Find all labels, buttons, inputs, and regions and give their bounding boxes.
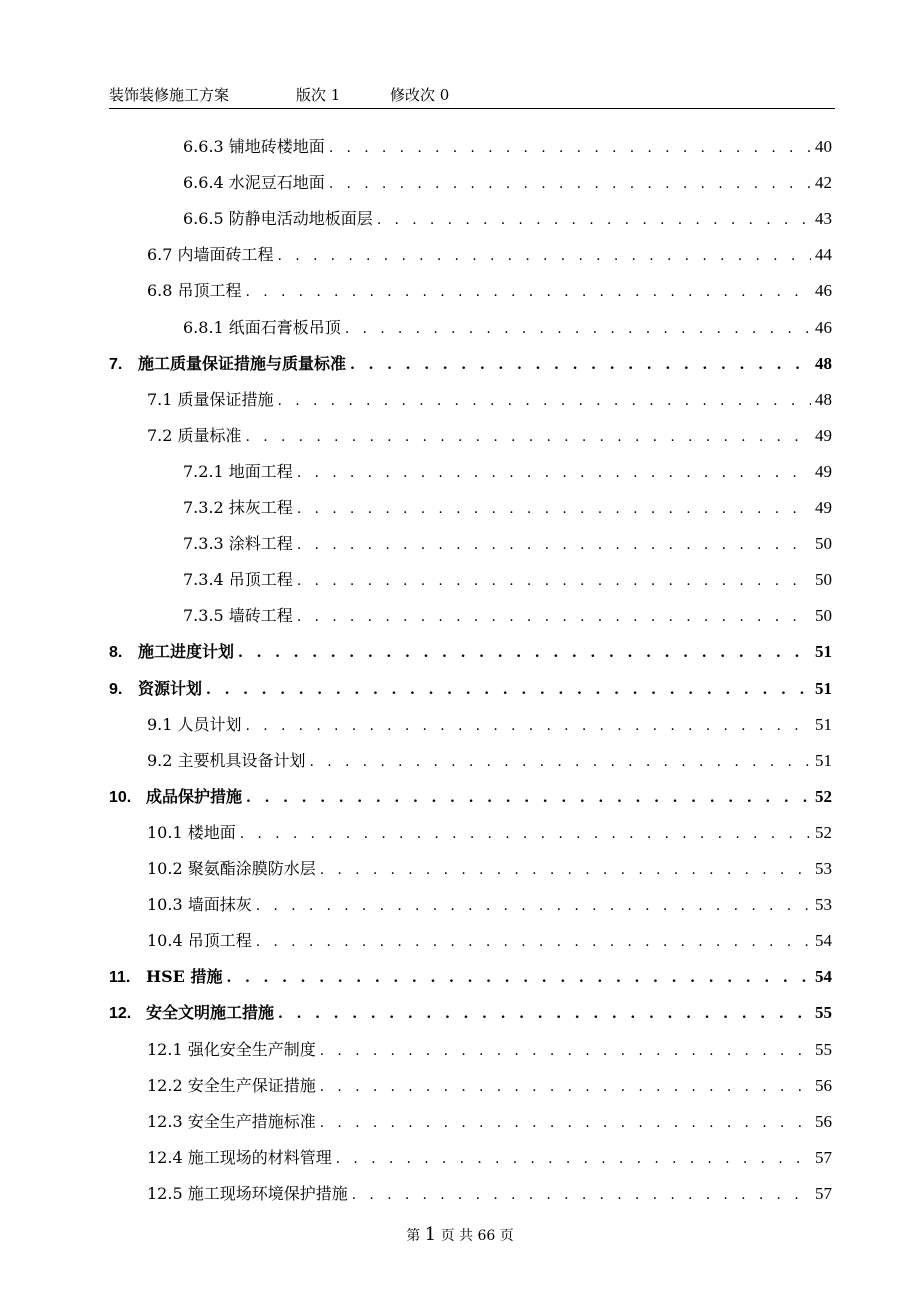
toc-entry-title [109,634,238,671]
toc-entry-label: 7.1 质量保证措施 [147,389,274,409]
toc-dot-leader [329,130,811,166]
toc-entry-page: 49 [815,425,832,445]
footer-suffix: 页 [499,1228,514,1244]
toc-entry-page: 48 [815,353,832,373]
toc-entry-number: 7. [109,355,123,373]
toc-entry-page: 54 [815,967,832,987]
toc-entry-label: 6.8 吊顶工程 [147,281,242,301]
page-footer [0,1224,920,1245]
toc-entry-label: 6.6.4 水泥豆石地面 [183,173,325,193]
toc-entry-title [147,273,246,309]
toc-dot-leader [320,1069,811,1105]
toc-dot-leader [297,491,811,527]
toc-entry[interactable] [109,346,832,382]
toc-dot-leader [310,744,811,780]
toc-entry[interactable] [147,1104,832,1140]
toc-entry-title [109,959,226,996]
toc-entry-title [183,201,377,237]
toc-entry-number: 8. [109,644,123,662]
toc-dot-leader [246,780,811,816]
toc-entry[interactable] [147,418,832,454]
toc-entry-label: 6.6.3 铺地砖楼地面 [183,137,325,156]
toc-entry-title [147,1068,320,1104]
toc-dot-leader [240,816,811,852]
toc-dot-leader [278,238,811,274]
toc-dot-leader [246,274,811,310]
toc-dot-leader [297,455,811,491]
toc-entry-label: 资源计划 [138,678,203,698]
toc-entry-title [147,887,256,923]
page-header [109,82,835,109]
toc-entry-label: 12.5 施工现场环境保护措施 [147,1183,348,1203]
toc-entry[interactable] [147,887,832,923]
toc-entry-title [109,346,350,383]
toc-entry-page: 46 [815,317,832,337]
toc-entry-label: 安全文明施工措施 [146,1003,275,1023]
total-pages: 66 [477,1228,496,1244]
toc-entry-label: 12.1 强化安全生产制度 [147,1039,316,1059]
toc-entry-page: 51 [815,714,832,734]
toc-dot-leader [377,202,811,238]
toc-entry-title [147,1104,320,1140]
toc-entry-title [147,382,278,418]
toc-entry-label: 成品保护措施 [146,786,243,806]
toc-entry[interactable] [109,995,832,1031]
toc-dot-leader [278,996,811,1032]
toc-entry-label: 施工进度计划 [138,642,235,662]
toc-entry-title [183,310,345,346]
toc-entry[interactable] [183,526,832,562]
toc-entry-page: 43 [815,209,832,229]
toc-entry-title [183,562,297,598]
toc-entry-title [183,490,297,526]
toc-entry-page: 50 [815,570,832,590]
toc-entry-page: 51 [815,642,832,662]
footer-middle: 页 共 [440,1228,474,1244]
toc-entry-page: 57 [815,1147,832,1167]
toc-entry-label: 6.8.1 纸面石膏板吊顶 [183,317,341,337]
toc-entry[interactable] [183,201,832,237]
toc-entry-title [109,671,206,708]
toc-entry-title [183,165,329,201]
toc-entry[interactable] [183,562,832,598]
toc-dot-leader [206,672,811,708]
version-label: 版次 1 [296,86,341,104]
toc-entry-title [147,743,310,779]
toc-entry-page: 51 [815,678,832,698]
toc-dot-leader [238,635,811,671]
toc-entry-title [109,779,246,816]
toc-entry-page: 57 [815,1183,832,1203]
toc-dot-leader [297,563,811,599]
toc-entry-page: 53 [815,895,832,915]
toc-entry[interactable] [147,815,832,851]
toc-entry-title [109,995,278,1032]
toc-entry[interactable] [147,1068,832,1104]
toc-entry-title [147,1140,336,1176]
toc-entry-page: 48 [815,389,832,409]
toc-entry[interactable] [183,310,832,346]
toc-entry-label: 7.2 质量标准 [147,425,242,445]
toc-entry[interactable] [147,851,832,887]
toc-entry-title [183,454,297,490]
toc-dot-leader [350,347,811,383]
toc-entry-page: 51 [815,750,832,770]
toc-dot-leader [246,708,811,744]
toc-entry-label: 7.3.5 墙砖工程 [183,606,293,626]
toc-entry[interactable] [183,165,832,201]
toc-entry-label: 6.6.5 防静电活动地板面层 [183,209,373,229]
toc-entry[interactable] [183,129,832,165]
toc-entry[interactable] [183,490,832,526]
toc-entry-page: 54 [815,931,832,951]
toc-entry-title [147,1176,352,1212]
toc-entry-title [147,923,256,959]
toc-entry-label: 10.3 墙面抹灰 [147,895,252,915]
toc-entry[interactable] [147,743,832,779]
toc-entry-page: 40 [815,137,832,156]
toc-entry-number: 12. [109,1005,132,1023]
toc-entry-label: HSE 措施 [146,967,223,987]
toc-entry-page: 49 [815,498,832,517]
toc-dot-leader [320,1105,811,1141]
toc-entry-page: 53 [815,859,832,878]
toc-entry-page: 56 [815,1075,832,1095]
toc-entry[interactable] [147,382,832,418]
toc-dot-leader [352,1177,811,1213]
toc-entry[interactable] [147,923,832,959]
toc-entry-label: 10.1 楼地面 [147,822,236,842]
toc-entry-label: 7.3.3 涂料工程 [183,534,293,554]
toc-entry-label: 10.4 吊顶工程 [147,931,252,951]
toc-entry-title [183,598,297,634]
toc-entry[interactable] [109,634,832,670]
document-title: 装饰装修施工方案 [109,86,230,104]
toc-entry-page: 55 [815,1039,832,1059]
toc-entry-label: 7.3.2 抹灰工程 [183,498,293,517]
toc-entry-number: 9. [109,680,123,698]
toc-entry-title [147,1032,320,1068]
toc-entry-label: 12.4 施工现场的材料管理 [147,1147,332,1167]
toc-entry[interactable] [183,454,832,490]
toc-dot-leader [329,166,811,202]
toc-entry-label: 12.3 安全生产措施标准 [147,1111,316,1131]
footer-prefix: 第 [406,1228,421,1244]
toc-entry-label: 10.2 聚氨酯涂膜防水层 [147,859,316,878]
toc-entry-label: 7.3.4 吊顶工程 [183,570,293,590]
toc-entry-page: 56 [815,1111,832,1131]
toc-entry-page: 52 [815,822,832,842]
toc-entry-title [147,851,320,887]
toc-dot-leader [226,960,811,996]
revision-label: 修改次 0 [390,86,450,104]
toc-entry-page: 44 [815,245,832,265]
toc-entry[interactable] [147,237,832,273]
toc-entry-title [183,129,329,165]
toc-dot-leader [320,852,811,888]
toc-entry-label: 9.1 人员计划 [147,714,242,734]
toc-dot-leader [297,527,811,563]
toc-entry-title [147,815,240,851]
toc-dot-leader [256,888,811,924]
toc-dot-leader [256,924,811,960]
toc-entry[interactable] [147,1140,832,1176]
toc-entry-page: 55 [815,1003,832,1023]
toc-dot-leader [345,311,811,347]
toc-dot-leader [246,419,811,455]
toc-entry[interactable] [109,779,832,815]
toc-entry-number: 11. [109,969,131,987]
toc-entry[interactable] [147,273,832,309]
toc-entry-page: 50 [815,534,832,554]
toc-entry-page: 49 [815,461,832,481]
toc-entry[interactable] [147,707,832,743]
toc-entry[interactable] [183,598,832,634]
toc-entry[interactable] [109,671,832,707]
toc-dot-leader [278,383,811,419]
toc-entry-page: 46 [815,281,832,301]
toc-entry-title [147,707,246,743]
toc-entry-title [183,526,297,562]
toc-entry[interactable] [147,1032,832,1068]
toc-entry-label: 9.2 主要机具设备计划 [147,750,306,770]
toc-entry-label: 7.2.1 地面工程 [183,461,293,481]
toc-entry-label: 施工质量保证措施与质量标准 [138,353,347,373]
toc-entry-label: 6.7 内墙面砖工程 [147,245,274,265]
toc-dot-leader [297,599,811,635]
toc-dot-leader [320,1033,811,1069]
toc-entry-number: 10. [109,788,132,806]
toc-entry-page: 50 [815,606,832,626]
toc-entry-title [147,237,278,273]
toc-entry-page: 42 [815,173,832,193]
toc-entry[interactable] [147,1176,832,1212]
toc-entry[interactable] [109,959,832,995]
toc-entry-label: 12.2 安全生产保证措施 [147,1075,316,1095]
toc-dot-leader [336,1141,811,1177]
toc-entry-title [147,418,246,454]
current-page-number: 1 [424,1224,437,1245]
toc-entry-page: 52 [815,786,832,806]
